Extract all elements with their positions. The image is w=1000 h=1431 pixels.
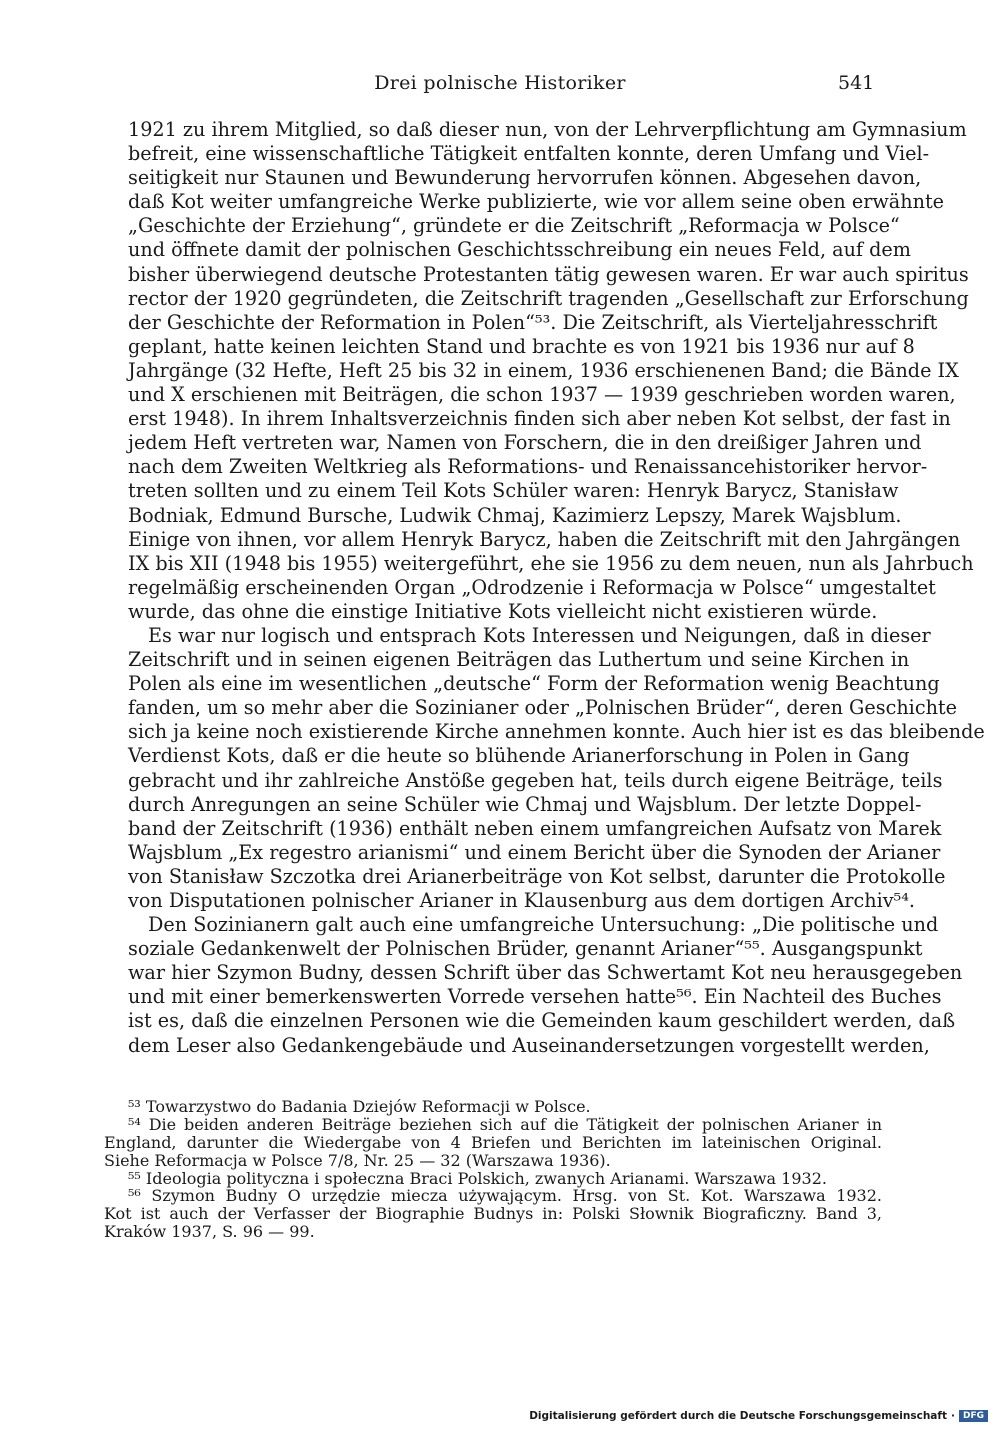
text-line: IX bis XII (1948 bis 1955) weitergeführt, ehe sie 1956 zu dem neuen, nun als Jahrbuch bbox=[128, 551, 974, 575]
text-line: Bodniak, Edmund Bursche, Ludwik Chmaj, Kazimierz Lepszy, Marek Wajsblum. bbox=[128, 503, 902, 527]
page-number: 541 bbox=[838, 72, 875, 94]
text-line: Den Sozinianern galt auch eine umfangreiche Untersuchung: „Die politische und bbox=[148, 913, 939, 937]
text-line: und X erschienen mit Beiträgen, die schon 1937 — 1939 geschrieben worden waren, bbox=[128, 383, 956, 407]
text-line: bisher überwiegend deutsche Protestanten tätig gewesen waren. Er war auch spiritus bbox=[128, 262, 969, 286]
text-line: jedem Heft vertreten war, Namen von Forschern, die in den dreißiger Jahren und bbox=[128, 431, 922, 455]
text-line: „Geschichte der Erziehung“, gründete er die Zeitschrift „Reformacja w Polsce“ bbox=[128, 214, 900, 238]
text-line: geplant, hatte keinen leichten Stand und brachte es von 1921 bis 1936 nur auf 8 bbox=[128, 334, 915, 358]
text-line: Wajsblum „Ex regestro arianismi“ und einem Bericht über die Synoden der Arianer bbox=[128, 840, 941, 864]
footnote-line: ⁵⁶ Szymon Budny O urzędzie miecza używającym. Hrsg. von St. Kot. Warszawa 1932. bbox=[128, 1186, 882, 1206]
text-line: durch Anregungen an seine Schüler wie Chmaj und Wajsblum. Der letzte Doppel- bbox=[128, 792, 922, 816]
text-line: Zeitschrift und in seinen eigenen Beiträgen das Luthertum und seine Kirchen in bbox=[128, 648, 910, 672]
text-line: daß Kot weiter umfangreiche Werke publizierte, wie vor allem seine oben erwähnte bbox=[128, 190, 945, 214]
text-line: sich ja keine noch existierende Kirche annehmen konnte. Auch hier ist es das bleibende bbox=[128, 720, 985, 744]
text-line: soziale Gedankenwelt der Polnischen Brüder, genannt Arianer“⁵⁵. Ausgangspunkt bbox=[128, 937, 923, 961]
text-line: nach dem Zweiten Weltkrieg als Reformations- und Renaissancehistoriker hervor- bbox=[128, 455, 928, 479]
text-line: gebracht und ihr zahlreiche Anstöße gegeben hat, teils durch eigene Beiträge, teils bbox=[128, 768, 943, 792]
text-line: wurde, das ohne die einstige Initiative Kots vielleicht nicht existieren würde. bbox=[128, 599, 878, 623]
text-line: dem Leser also Gedankengebäude und Auseinandersetzungen vorgestellt werden, bbox=[128, 1033, 930, 1057]
text-line: befreit, eine wissenschaftliche Tätigkeit entfalten konnte, deren Umfang und Viel- bbox=[128, 142, 930, 166]
text-line: Polen als eine im wesentlichen „deutsche“ Form der Reformation wenig Beachtung bbox=[128, 672, 940, 696]
text-line: war hier Szymon Budny, dessen Schrift über das Schwertamt Kot neu herausgegeben bbox=[128, 961, 963, 985]
text-line: Einige von ihnen, vor allem Henryk Barycz, haben die Zeitschrift mit den Jahrgängen bbox=[128, 527, 961, 551]
footnote-line: ⁵⁵ Ideologia polityczna i społeczna Braci Polskich, zwanych Arianami. Warszawa 1932. bbox=[128, 1168, 827, 1188]
text-line: rector der 1920 gegründeten, die Zeitschrift tragenden „Gesellschaft zur Erforschung bbox=[128, 286, 969, 310]
footnote-line: Siehe Reformacja w Polsce 7/8, Nr. 25 — 32 (Warszawa 1936). bbox=[104, 1150, 611, 1170]
footnote-line: ⁵³ Towarzystwo do Badania Dziejów Reformacji w Polsce. bbox=[128, 1097, 591, 1116]
text-line: von Disputationen polnischer Arianer in Klausenburg aus dem dortigen Archiv⁵⁴. bbox=[128, 889, 916, 912]
footnote-line: ⁵⁴ Die beiden anderen Beiträge beziehen sich auf die Tätigkeit der polnischen Arianer in bbox=[128, 1114, 882, 1134]
digitization-credit bbox=[529, 1408, 988, 1424]
text-line: und öffnete damit der polnischen Geschichtsschreibung ein neues Feld, auf dem bbox=[128, 238, 911, 262]
running-title: Drei polnische Historiker bbox=[374, 72, 626, 94]
separator: · bbox=[950, 1410, 955, 1422]
text-line: Es war nur logisch und entsprach Kots Interessen und Neigungen, daß in dieser bbox=[148, 623, 931, 647]
text-line: band der Zeitschrift (1936) enthält neben einem umfangreichen Aufsatz von Marek bbox=[128, 816, 942, 840]
text-line: treten sollten und zu einem Teil Kots Schüler waren: Henryk Barycz, Stanisław bbox=[128, 479, 899, 503]
text-line: der Geschichte der Reformation in Polen“⁵³. Die Zeitschrift, als Vierteljahresschrift bbox=[128, 310, 938, 334]
text-line: Jahrgänge (32 Hefte, Heft 25 bis 32 in einem, 1936 erschienenen Band; die Bände IX bbox=[128, 358, 959, 382]
footnote-line: Kot ist auch der Verfasser der Biographie Budnys in: Polski Słownik Biograficzny. Band 3, bbox=[104, 1204, 882, 1224]
dfg-logo-icon: DFG bbox=[959, 1410, 988, 1422]
text-line: 1921 zu ihrem Mitglied, so daß dieser nun, von der Lehrverpflichtung am Gymnasium bbox=[128, 118, 967, 141]
text-line: regelmäßig erscheinenden Organ „Odrodzenie i Reformacja w Polsce“ umgestaltet bbox=[128, 575, 936, 599]
text-line: ist es, daß die einzelnen Personen wie die Gemeinden kaum geschildert werden, daß bbox=[128, 1009, 956, 1033]
footnote-line: England, darunter die Wiedergabe von 4 Briefen und Berichten im lateinischen Original. bbox=[104, 1132, 882, 1152]
body-text bbox=[128, 118, 985, 1058]
credit-text: Digitalisierung gefördert durch die Deutsche Forschungsgemeinschaft bbox=[529, 1410, 947, 1422]
text-line: fanden, um so mehr aber die Sozinianer oder „Polnischen Brüder“, deren Geschichte bbox=[128, 696, 957, 720]
text-line: von Stanisław Szczotka drei Arianerbeiträge von Kot selbst, darunter die Protokolle bbox=[128, 864, 946, 888]
text-line: Verdienst Kots, daß er die heute so blühende Arianerforschung in Polen in Gang bbox=[128, 744, 910, 768]
footnotes bbox=[104, 1098, 882, 1241]
text-line: erst 1948). In ihrem Inhaltsverzeichnis finden sich aber neben Kot selbst, der fast in bbox=[128, 407, 951, 431]
footnote-line: Kraków 1937, S. 96 — 99. bbox=[104, 1222, 315, 1242]
text-line: seitigkeit nur Staunen und Bewunderung hervorrufen können. Abgesehen davon, bbox=[128, 166, 922, 190]
text-line: und mit einer bemerkenswerten Vorrede versehen hatte⁵⁶. Ein Nachteil des Buches bbox=[128, 985, 942, 1009]
